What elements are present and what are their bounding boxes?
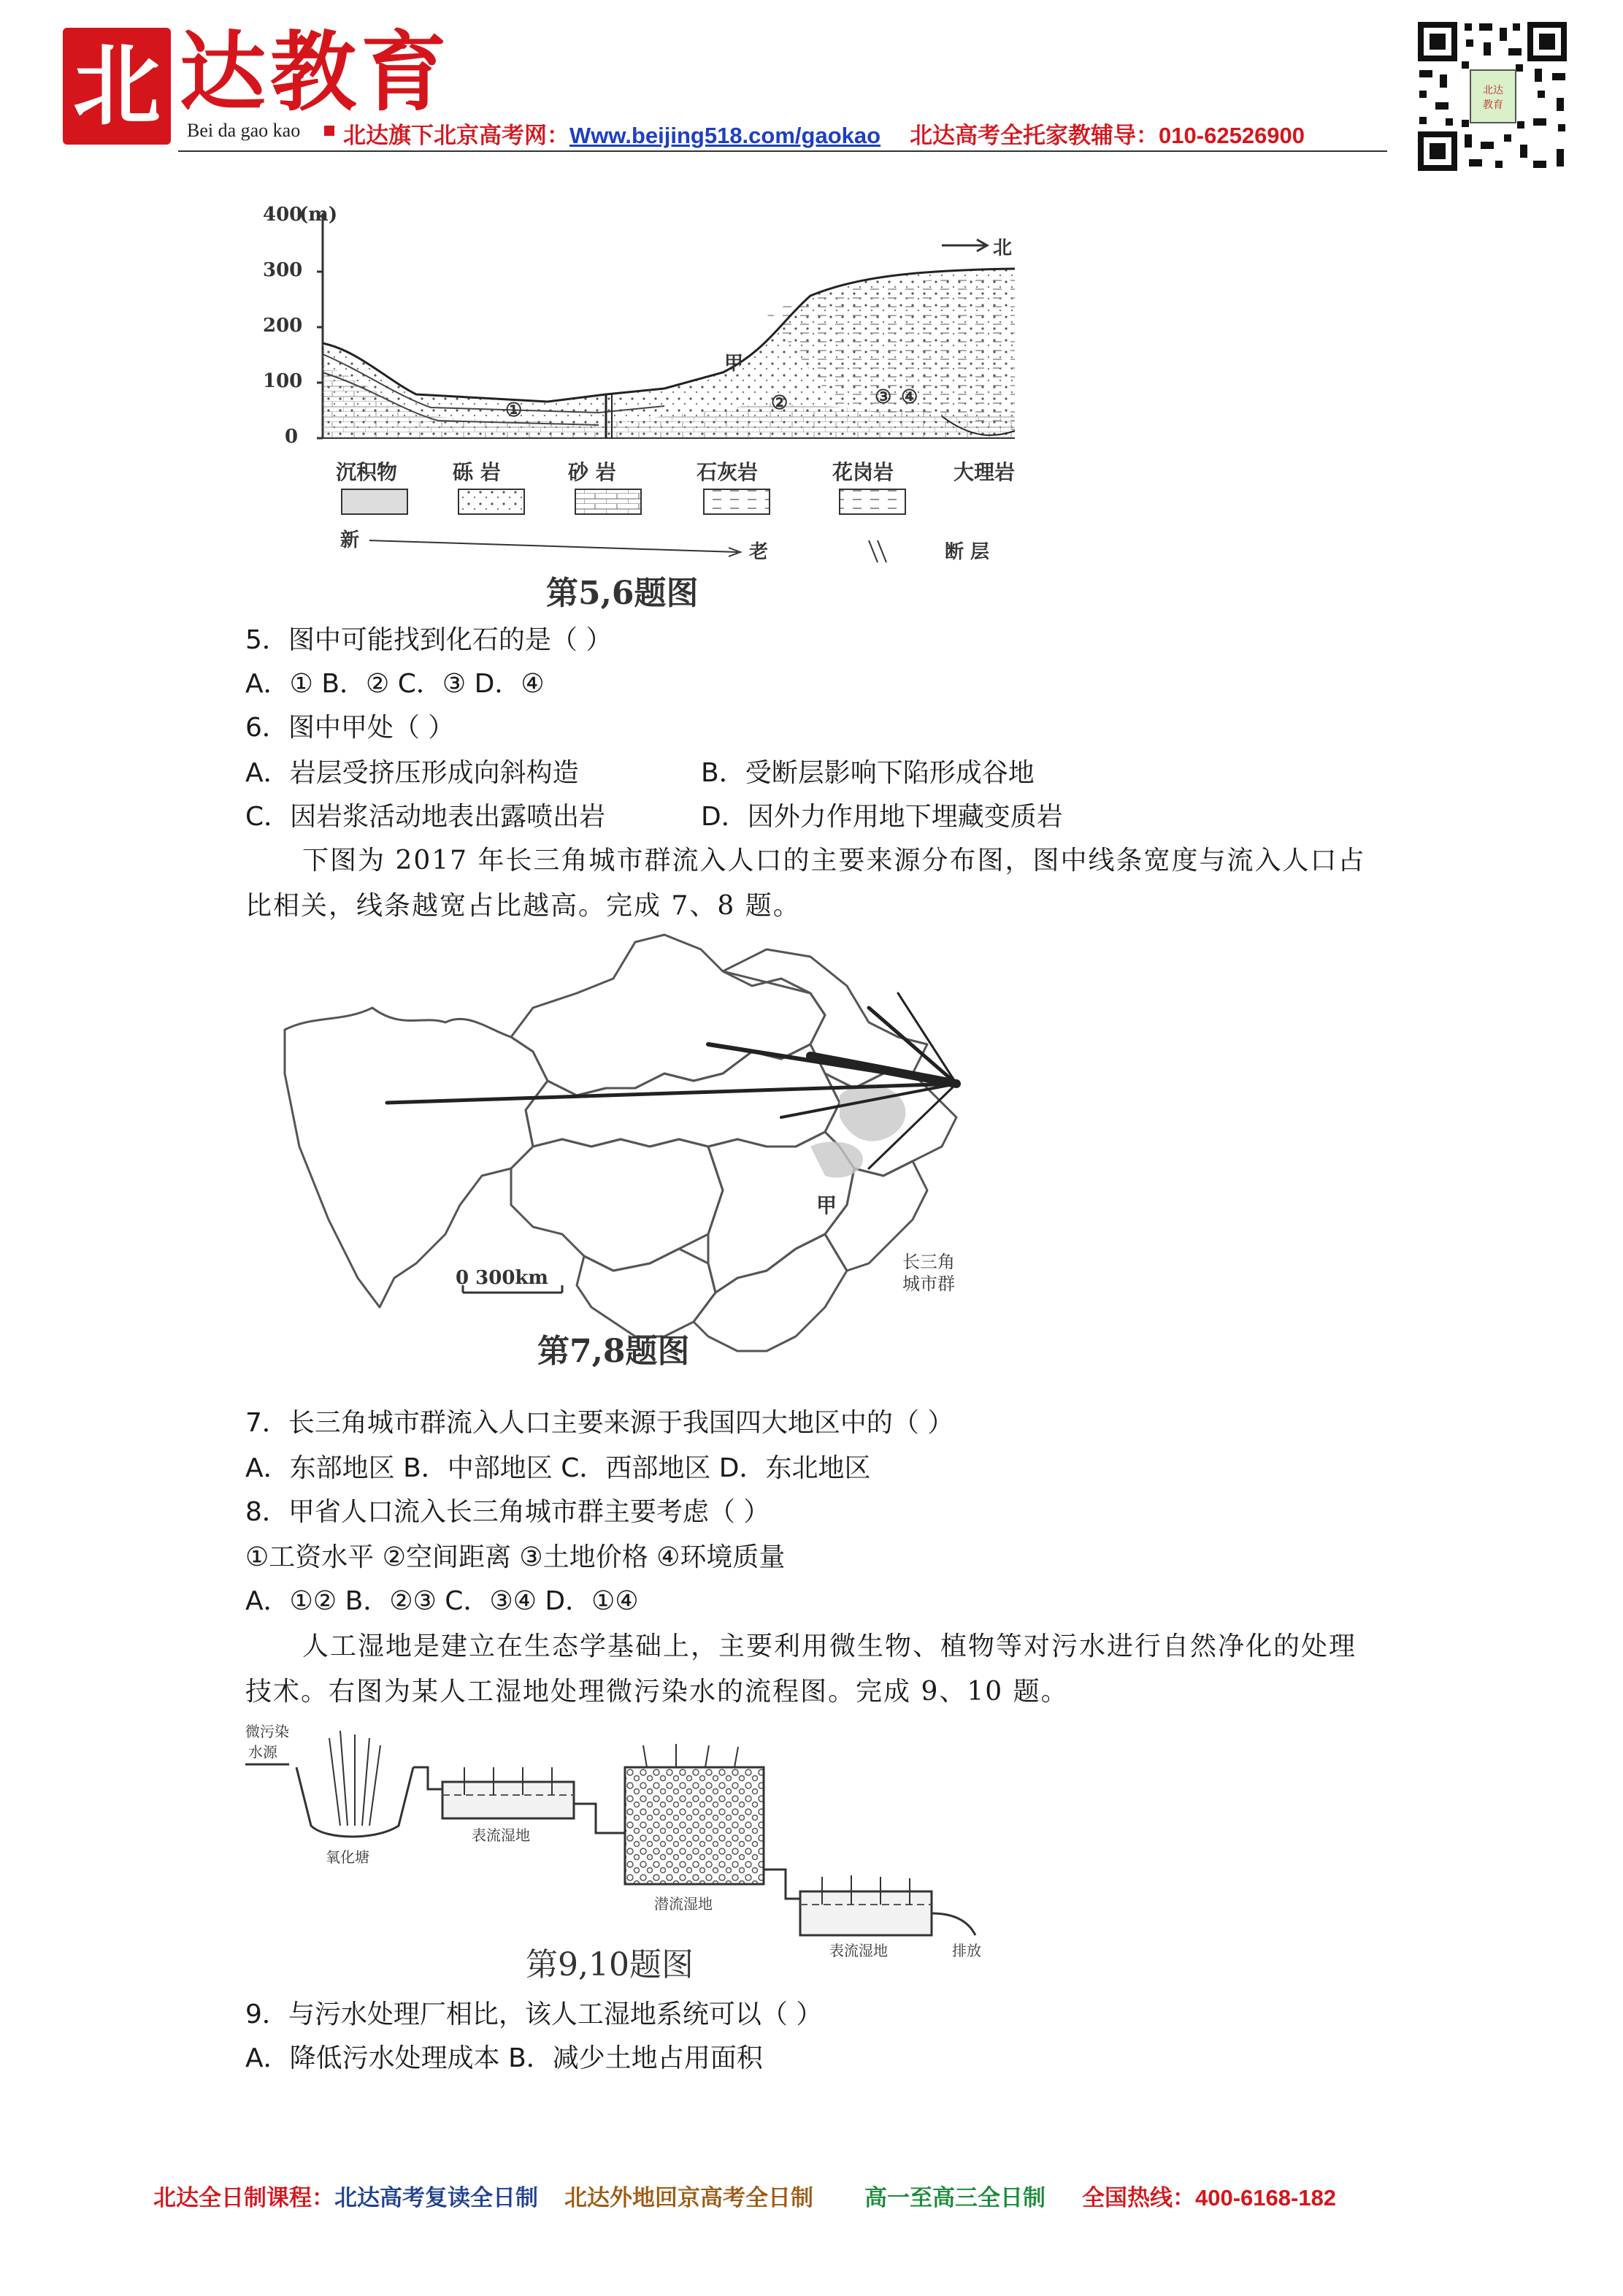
question-6-option-a: A．岩层受挤压形成向斜构造 xyxy=(245,758,579,788)
bullet-square xyxy=(324,126,334,136)
legend-sandstone: 砂 岩 xyxy=(568,460,616,484)
label-oxidation-pond: 氧化塘 xyxy=(326,1848,369,1866)
y-tick-300: 300 xyxy=(263,259,303,281)
site-label: 北达旗下北京高考网： xyxy=(343,123,569,148)
flow-line-central-2 xyxy=(810,1056,956,1084)
inlet-label-1: 微污染 xyxy=(245,1723,289,1740)
footer-course-2[interactable]: 北达外地回京高考全日制 xyxy=(564,2185,813,2211)
marker-3: ③ xyxy=(875,386,892,408)
marker-1: ① xyxy=(505,399,523,421)
migration-map-figure xyxy=(270,927,1008,1388)
question-6-option-d: D．因外力作用地下埋藏变质岩 xyxy=(701,802,1063,832)
legend-new: 新 xyxy=(340,529,360,551)
footer xyxy=(153,2179,1336,2212)
site-link[interactable]: Www.beijing518.com/gaokao xyxy=(569,123,881,148)
y-tick-400: 400 xyxy=(263,204,303,226)
question-6-option-b: B．受断层影响下陷形成谷地 xyxy=(701,758,1035,788)
legend-swatch-sediment xyxy=(342,489,407,514)
surface-wetland-2 xyxy=(800,1891,932,1935)
intro-910-line2: 技术。右图为某人工湿地处理微污染水的流程图。完成 9、10 题。 xyxy=(245,1677,1069,1707)
qr-code-icon xyxy=(1413,18,1571,175)
legend-swatch-granite xyxy=(840,489,905,514)
y-tick-200: 200 xyxy=(263,315,303,337)
question-8-stem: 8．甲省人口流入长三角城市群主要考虑（ ） xyxy=(245,1497,770,1527)
legend-fault: 断 层 xyxy=(945,541,990,563)
header-contact xyxy=(343,117,1305,150)
y-axis-unit: (m) xyxy=(299,204,338,226)
y-tick-100: 100 xyxy=(263,370,303,392)
footer-label: 北达全日制课程： xyxy=(153,2185,334,2211)
question-6-option-c: C．因岩浆活动地表出露喷出岩 xyxy=(245,802,606,832)
tutor-contact: 北达高考全托家教辅导：010-62526900 xyxy=(910,123,1305,148)
jia-label-2: 甲 xyxy=(816,1193,837,1217)
legend-granite: 花岗岩 xyxy=(832,460,894,484)
delta-region xyxy=(840,1084,905,1141)
label-surface-wetland-2: 表流湿地 xyxy=(829,1942,888,1959)
legend-marble: 大理岩 xyxy=(954,460,1016,484)
header-divider xyxy=(178,150,1387,152)
surface-wetland-1 xyxy=(442,1782,574,1818)
legend-swatch-conglomerate xyxy=(458,489,524,514)
legend-swatch-limestone xyxy=(704,489,770,514)
intro-910-line1: 人工湿地是建立在生态学基础上，主要利用微生物、植物等对污水进行自然净化的处理 xyxy=(302,1631,1357,1661)
question-6-stem: 6．图中甲处（ ） xyxy=(245,713,455,743)
legend-delta-line1: 长三角 xyxy=(902,1252,955,1272)
figure3-caption: 第9,10题图 xyxy=(526,1946,694,1983)
scale-label: 0 300km xyxy=(456,1267,548,1289)
question-9-stem: 9．与污水处理厂相比，该人工湿地系统可以（ ） xyxy=(245,2000,823,2029)
legend-swatch-sandstone xyxy=(575,489,641,514)
question-5-stem: 5．图中可能找到化石的是（ ） xyxy=(245,625,613,655)
subsurface-wetland xyxy=(625,1767,764,1884)
question-5-options: A．① B．② C．③ D．④ xyxy=(245,669,545,699)
qr-badge-line1: 北达 xyxy=(1483,85,1503,96)
legend-limestone: 石灰岩 xyxy=(697,460,759,484)
y-tick-0: 0 xyxy=(285,426,299,448)
question-7-options: A．东部地区 B．中部地区 C．西部地区 D．东北地区 xyxy=(245,1453,871,1483)
inlet-label-2: 水源 xyxy=(248,1743,277,1761)
marker-4: ④ xyxy=(901,386,918,408)
brand-name: 达教育 xyxy=(180,21,452,123)
label-discharge: 排放 xyxy=(952,1942,981,1959)
question-9-options: A．降低污水处理成本 B．减少土地占用面积 xyxy=(245,2043,763,2073)
geologic-profile-figure xyxy=(256,197,1029,606)
question-8-factors: ①工资水平 ②空间距离 ③土地价格 ④环境质量 xyxy=(245,1542,786,1572)
label-surface-wetland-1: 表流湿地 xyxy=(472,1826,530,1844)
figure1-caption: 第5,6题图 xyxy=(546,575,699,612)
legend-old: 老 xyxy=(749,541,769,563)
figure2-caption: 第7,8题图 xyxy=(537,1333,690,1370)
jia-label-1: 甲 xyxy=(724,353,744,375)
qr-badge-line2: 教育 xyxy=(1483,99,1503,111)
footer-course-3[interactable]: 高一至高三全日制 xyxy=(864,2185,1045,2211)
legend-conglomerate: 砾 岩 xyxy=(453,460,501,484)
footer-course-1[interactable]: 北达高考复读全日制 xyxy=(334,2185,538,2211)
intro-78-line2: 比相关，线条越宽占比越高。完成 7、8 题。 xyxy=(245,891,801,921)
label-subsurface-wetland: 潜流湿地 xyxy=(654,1895,713,1913)
logo-char: 北 xyxy=(73,34,161,137)
intro-78-line1: 下图为 2017 年长三角城市群流入人口的主要来源分布图，图中线条宽度与流入人口占 xyxy=(302,846,1366,876)
legend-sediment: 沉积物 xyxy=(336,460,398,484)
legend-delta-line2: 城市群 xyxy=(902,1274,955,1294)
brand-subtitle: Bei da gao kao xyxy=(187,120,301,141)
footer-hotline: 全国热线：400-6168-182 xyxy=(1082,2185,1337,2211)
question-7-stem: 7．长三角城市群流入人口主要来源于我国四大地区中的（ ） xyxy=(245,1408,954,1438)
north-label: 北 xyxy=(993,237,1013,259)
marker-2: ② xyxy=(771,392,789,414)
question-8-options: A．①② B．②③ C．③④ D．①④ xyxy=(245,1586,639,1616)
